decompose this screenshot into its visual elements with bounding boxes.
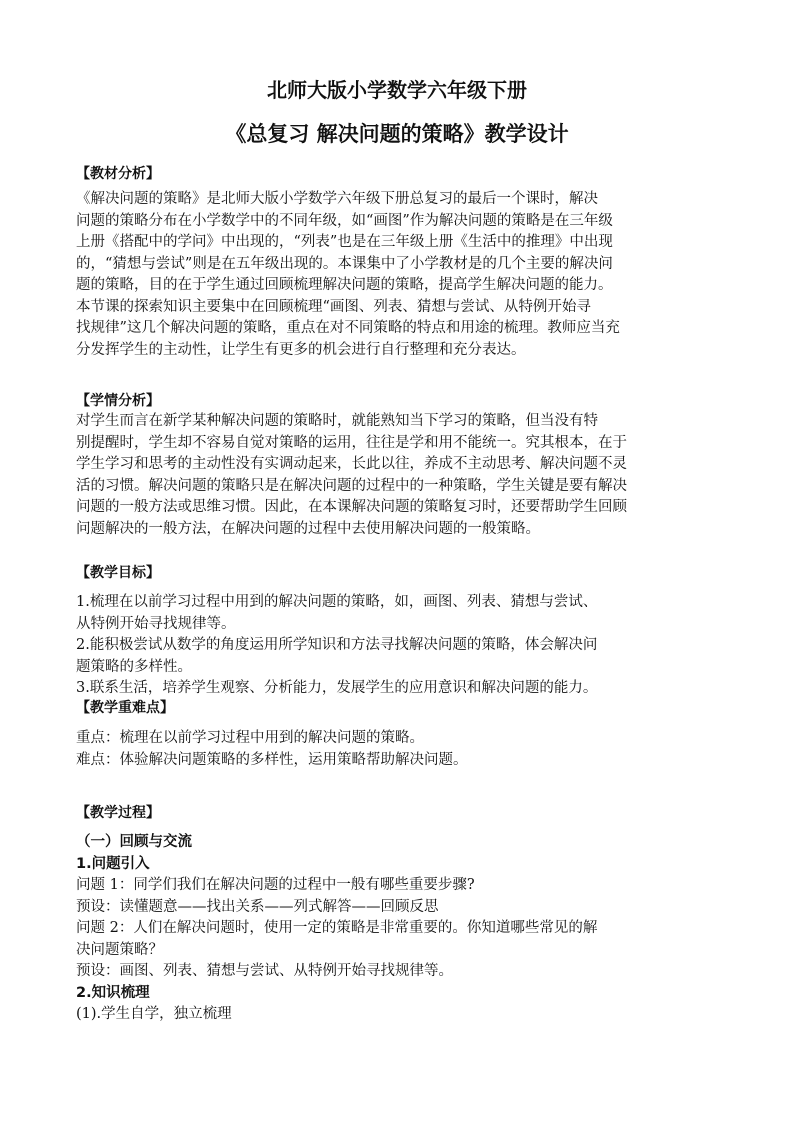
section-heading-objectives: 【教学目标】	[76, 565, 160, 581]
text-line: 对学生而言在新学某种解决问题的策略时，就能熟知当下学习的策略，但当没有特	[76, 413, 598, 429]
text-line: 问题的策略分布在小学数学中的不同年级，如“画图”作为解决问题的策略是在三年级	[76, 212, 613, 229]
text-line: 上册《搭配中的学问》中出现的，“列表”也是在三年级上册《生活中的推理》中出现	[76, 234, 613, 250]
material-analysis-paragraph	[76, 189, 696, 361]
text-line: 别提醒时，学生却不容易自觉对策略的运用，往往是学和用不能统一。究其根本，在于	[76, 434, 627, 451]
text-line: 问题 2：人们在解决问题时，使用一定的策略是非常重要的。你知道哪些常见的解	[76, 920, 598, 936]
text-line: 预设：读懂题意——找出关系——列式解答——回顾反思	[76, 898, 439, 915]
text-line: 学生学习和思考的主动性没有实调动起来，长此以往，养成不主动思考、解决问题不灵	[76, 456, 627, 472]
text-line: 2.能积极尝试从数学的角度运用所学知识和方法寻找解决问题的策略，体会解决问	[76, 637, 598, 653]
text-line: 《解决问题的策略》是北师大版小学数学六年级下册总复习的最后一个课时，解决	[76, 191, 598, 207]
process-paragraph	[76, 832, 696, 1026]
text-line: 问题 1：同学们我们在解决问题的过程中一般有哪些重要步骤?	[76, 877, 475, 893]
text-line: 1.梳理在以前学习过程中用到的解决问题的策略，如，画图、列表、猜想与尝试、	[76, 594, 598, 610]
text-line: 活的习惯。解决问题的策略只是在解决问题的过程中的一种策略，学生关键是要有解决	[76, 477, 627, 494]
text-line: 决问题策略？	[76, 941, 163, 958]
text-line: 从特例开始寻找规律等。	[76, 615, 236, 632]
student-analysis-paragraph	[76, 411, 696, 540]
text-line: 问题的一般方法或思维习惯。因此，在本课解决问题的策略复习时，还要帮助学生回顾	[76, 499, 627, 515]
text-line: 题策略的多样性。	[76, 658, 192, 675]
section-heading-keypoints: 【教学重难点】	[76, 700, 174, 716]
process-subheading: （一）回顾与交流	[76, 834, 192, 850]
text-line: 本节课的探索知识主要集中在回顾梳理“画图、列表、猜想与尝试、从特例开始寻	[76, 298, 591, 315]
text-line: 重点：梳理在以前学习过程中用到的解决问题的策略。	[76, 730, 424, 746]
text-line: 3.联系生活，培养学生观察、分析能力，发展学生的应用意识和解决问题的能力。	[76, 680, 598, 696]
document-subtitle: 《总复习 解决问题的策略》教学设计	[225, 122, 569, 146]
text-line: 题的策略，目的在于学生通过回顾梳理解决问题的策略，提高学生解决问题的能力。	[76, 277, 613, 293]
section-heading-material: 【教材分析】	[76, 166, 160, 182]
item-title: 2.知识梳理	[76, 984, 150, 1001]
text-line: 分发挥学生的主动性，让学生有更多的机会进行自行整理和充分表达。	[76, 341, 526, 358]
section-heading-process: 【教学过程】	[76, 805, 160, 821]
text-line: (1).学生自学，独立梳理	[76, 1006, 232, 1022]
keypoints-paragraph	[76, 728, 696, 771]
text-line: 找规律”这几个解决问题的策略，重点在对不同策略的特点和用途的梳理。教师应当充	[76, 320, 620, 336]
text-line: 难点：体验解决问题策略的多样性，运用策略帮助解决问题。	[76, 751, 468, 768]
text-line: 预设：画图、列表、猜想与尝试、从特例开始寻找规律等。	[76, 963, 453, 979]
objectives-paragraph	[76, 592, 696, 700]
text-line: 的，“猜想与尝试”则是在五年级出现的。本课集中了小学教材是的几个主要的解决问	[76, 255, 613, 272]
item-title: 1.问题引入	[76, 855, 150, 872]
section-heading-student: 【学情分析】	[76, 393, 160, 409]
document-title: 北师大版小学数学六年级下册	[267, 78, 527, 102]
text-line: 问题解决的一般方法，在解决问题的过程中去使用解决问题的一般策略。	[76, 520, 540, 537]
